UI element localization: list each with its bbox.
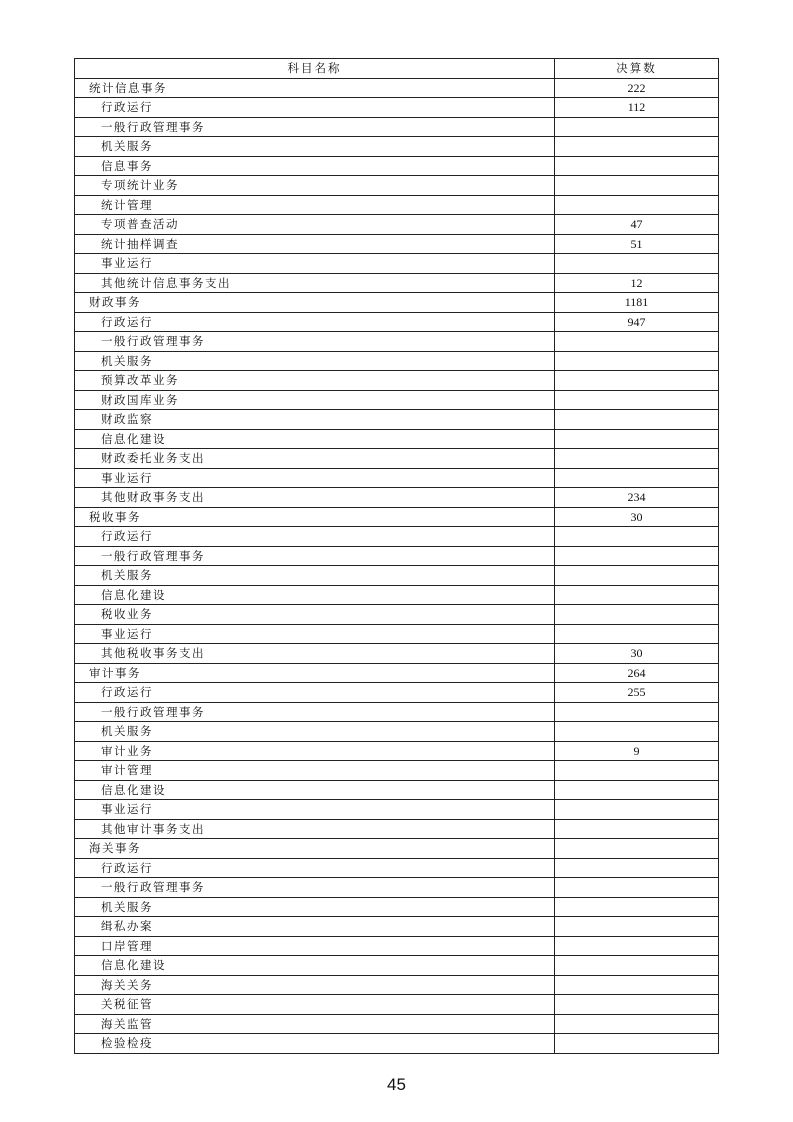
amount-cell: 47 — [555, 215, 719, 235]
subitem-name-cell: 信息化建设 — [75, 585, 555, 605]
table-row — [75, 351, 719, 371]
table-header-row — [75, 59, 719, 79]
amount-cell: 30 — [555, 644, 719, 664]
table-row — [75, 956, 719, 976]
subitem-name-cell: 统计管理 — [75, 195, 555, 215]
subitem-name-cell: 其他财政事务支出 — [75, 488, 555, 508]
table-row — [75, 507, 719, 527]
table-row — [75, 917, 719, 937]
table-row — [75, 371, 719, 391]
amount-cell — [555, 176, 719, 196]
subitem-name-cell: 审计业务 — [75, 741, 555, 761]
table-row — [75, 195, 719, 215]
table-row — [75, 468, 719, 488]
subitem-name-cell: 机关服务 — [75, 722, 555, 742]
category-name-cell: 审计事务 — [75, 663, 555, 683]
amount-cell — [555, 585, 719, 605]
subitem-name-cell: 行政运行 — [75, 858, 555, 878]
amount-cell: 234 — [555, 488, 719, 508]
table-row — [75, 98, 719, 118]
table-row — [75, 312, 719, 332]
table-row — [75, 137, 719, 157]
table-row — [75, 566, 719, 586]
amount-cell — [555, 546, 719, 566]
amount-cell — [555, 351, 719, 371]
amount-cell — [555, 566, 719, 586]
subitem-name-cell: 专项普查活动 — [75, 215, 555, 235]
subitem-name-cell: 事业运行 — [75, 468, 555, 488]
table-row — [75, 293, 719, 313]
amount-cell: 947 — [555, 312, 719, 332]
subitem-name-cell: 一般行政管理事务 — [75, 332, 555, 352]
subitem-name-cell: 信息化建设 — [75, 780, 555, 800]
amount-cell: 222 — [555, 78, 719, 98]
table-row — [75, 761, 719, 781]
subitem-name-cell: 财政委托业务支出 — [75, 449, 555, 469]
amount-cell — [555, 956, 719, 976]
subitem-name-cell: 一般行政管理事务 — [75, 878, 555, 898]
amount-cell — [555, 527, 719, 547]
amount-cell: 112 — [555, 98, 719, 118]
amount-cell — [555, 137, 719, 157]
amount-cell — [555, 410, 719, 430]
table-row — [75, 156, 719, 176]
subitem-name-cell: 事业运行 — [75, 800, 555, 820]
header-final-amount: 决算数 — [555, 59, 719, 79]
amount-cell — [555, 605, 719, 625]
amount-cell: 51 — [555, 234, 719, 254]
subitem-name-cell: 审计管理 — [75, 761, 555, 781]
amount-cell — [555, 332, 719, 352]
amount-cell — [555, 449, 719, 469]
amount-cell — [555, 975, 719, 995]
table-row — [75, 585, 719, 605]
table-row — [75, 663, 719, 683]
table-row — [75, 1034, 719, 1054]
amount-cell — [555, 1034, 719, 1054]
table-row — [75, 975, 719, 995]
budget-table-container — [74, 58, 718, 1054]
subitem-name-cell: 缉私办案 — [75, 917, 555, 937]
amount-cell — [555, 1014, 719, 1034]
subitem-name-cell: 一般行政管理事务 — [75, 546, 555, 566]
amount-cell: 30 — [555, 507, 719, 527]
subitem-name-cell: 机关服务 — [75, 897, 555, 917]
table-row — [75, 176, 719, 196]
amount-cell — [555, 878, 719, 898]
amount-cell — [555, 819, 719, 839]
amount-cell — [555, 761, 719, 781]
subitem-name-cell: 口岸管理 — [75, 936, 555, 956]
table-row — [75, 215, 719, 235]
amount-cell — [555, 800, 719, 820]
subitem-name-cell: 税收业务 — [75, 605, 555, 625]
amount-cell — [555, 780, 719, 800]
subitem-name-cell: 事业运行 — [75, 254, 555, 274]
amount-cell — [555, 839, 719, 859]
amount-cell — [555, 702, 719, 722]
table-row — [75, 410, 719, 430]
subitem-name-cell: 行政运行 — [75, 527, 555, 547]
amount-cell: 1181 — [555, 293, 719, 313]
table-row — [75, 839, 719, 859]
subitem-name-cell: 专项统计业务 — [75, 176, 555, 196]
subitem-name-cell: 信息化建设 — [75, 956, 555, 976]
category-name-cell: 财政事务 — [75, 293, 555, 313]
subitem-name-cell: 其他统计信息事务支出 — [75, 273, 555, 293]
table-body — [75, 78, 719, 1053]
amount-cell — [555, 429, 719, 449]
subitem-name-cell: 预算改革业务 — [75, 371, 555, 391]
table-row — [75, 624, 719, 644]
table-row — [75, 429, 719, 449]
table-row — [75, 780, 719, 800]
table-row — [75, 800, 719, 820]
header-item-name: 科目名称 — [75, 59, 555, 79]
amount-cell — [555, 917, 719, 937]
subitem-name-cell: 统计抽样调查 — [75, 234, 555, 254]
budget-table — [74, 58, 719, 1054]
subitem-name-cell: 信息事务 — [75, 156, 555, 176]
subitem-name-cell: 机关服务 — [75, 137, 555, 157]
subitem-name-cell: 行政运行 — [75, 98, 555, 118]
amount-cell — [555, 371, 719, 391]
table-row — [75, 1014, 719, 1034]
table-row — [75, 605, 719, 625]
amount-cell: 255 — [555, 683, 719, 703]
table-row — [75, 897, 719, 917]
subitem-name-cell: 海关关务 — [75, 975, 555, 995]
table-row — [75, 722, 719, 742]
subitem-name-cell: 信息化建设 — [75, 429, 555, 449]
amount-cell — [555, 195, 719, 215]
table-row — [75, 234, 719, 254]
subitem-name-cell: 检验检疫 — [75, 1034, 555, 1054]
subitem-name-cell: 机关服务 — [75, 566, 555, 586]
table-row — [75, 78, 719, 98]
amount-cell — [555, 897, 719, 917]
amount-cell — [555, 390, 719, 410]
subitem-name-cell: 关税征管 — [75, 995, 555, 1015]
subitem-name-cell: 行政运行 — [75, 683, 555, 703]
amount-cell — [555, 936, 719, 956]
amount-cell: 12 — [555, 273, 719, 293]
amount-cell — [555, 624, 719, 644]
subitem-name-cell: 其他审计事务支出 — [75, 819, 555, 839]
subitem-name-cell: 其他税收事务支出 — [75, 644, 555, 664]
table-row — [75, 273, 719, 293]
subitem-name-cell: 财政监察 — [75, 410, 555, 430]
table-row — [75, 332, 719, 352]
table-row — [75, 488, 719, 508]
amount-cell — [555, 117, 719, 137]
amount-cell — [555, 995, 719, 1015]
table-row — [75, 390, 719, 410]
table-row — [75, 858, 719, 878]
subitem-name-cell: 行政运行 — [75, 312, 555, 332]
amount-cell — [555, 858, 719, 878]
table-row — [75, 546, 719, 566]
table-row — [75, 644, 719, 664]
table-row — [75, 254, 719, 274]
table-row — [75, 819, 719, 839]
amount-cell — [555, 254, 719, 274]
table-row — [75, 702, 719, 722]
table-row — [75, 527, 719, 547]
subitem-name-cell: 一般行政管理事务 — [75, 702, 555, 722]
amount-cell — [555, 156, 719, 176]
amount-cell — [555, 468, 719, 488]
table-row — [75, 878, 719, 898]
category-name-cell: 海关事务 — [75, 839, 555, 859]
table-row — [75, 741, 719, 761]
subitem-name-cell: 海关监管 — [75, 1014, 555, 1034]
table-row — [75, 995, 719, 1015]
subitem-name-cell: 事业运行 — [75, 624, 555, 644]
table-row — [75, 449, 719, 469]
amount-cell — [555, 722, 719, 742]
category-name-cell: 税收事务 — [75, 507, 555, 527]
amount-cell: 264 — [555, 663, 719, 683]
page-number: 45 — [387, 1075, 406, 1094]
table-row — [75, 683, 719, 703]
table-row — [75, 936, 719, 956]
subitem-name-cell: 财政国库业务 — [75, 390, 555, 410]
amount-cell: 9 — [555, 741, 719, 761]
subitem-name-cell: 机关服务 — [75, 351, 555, 371]
category-name-cell: 统计信息事务 — [75, 78, 555, 98]
table-row — [75, 117, 719, 137]
subitem-name-cell: 一般行政管理事务 — [75, 117, 555, 137]
